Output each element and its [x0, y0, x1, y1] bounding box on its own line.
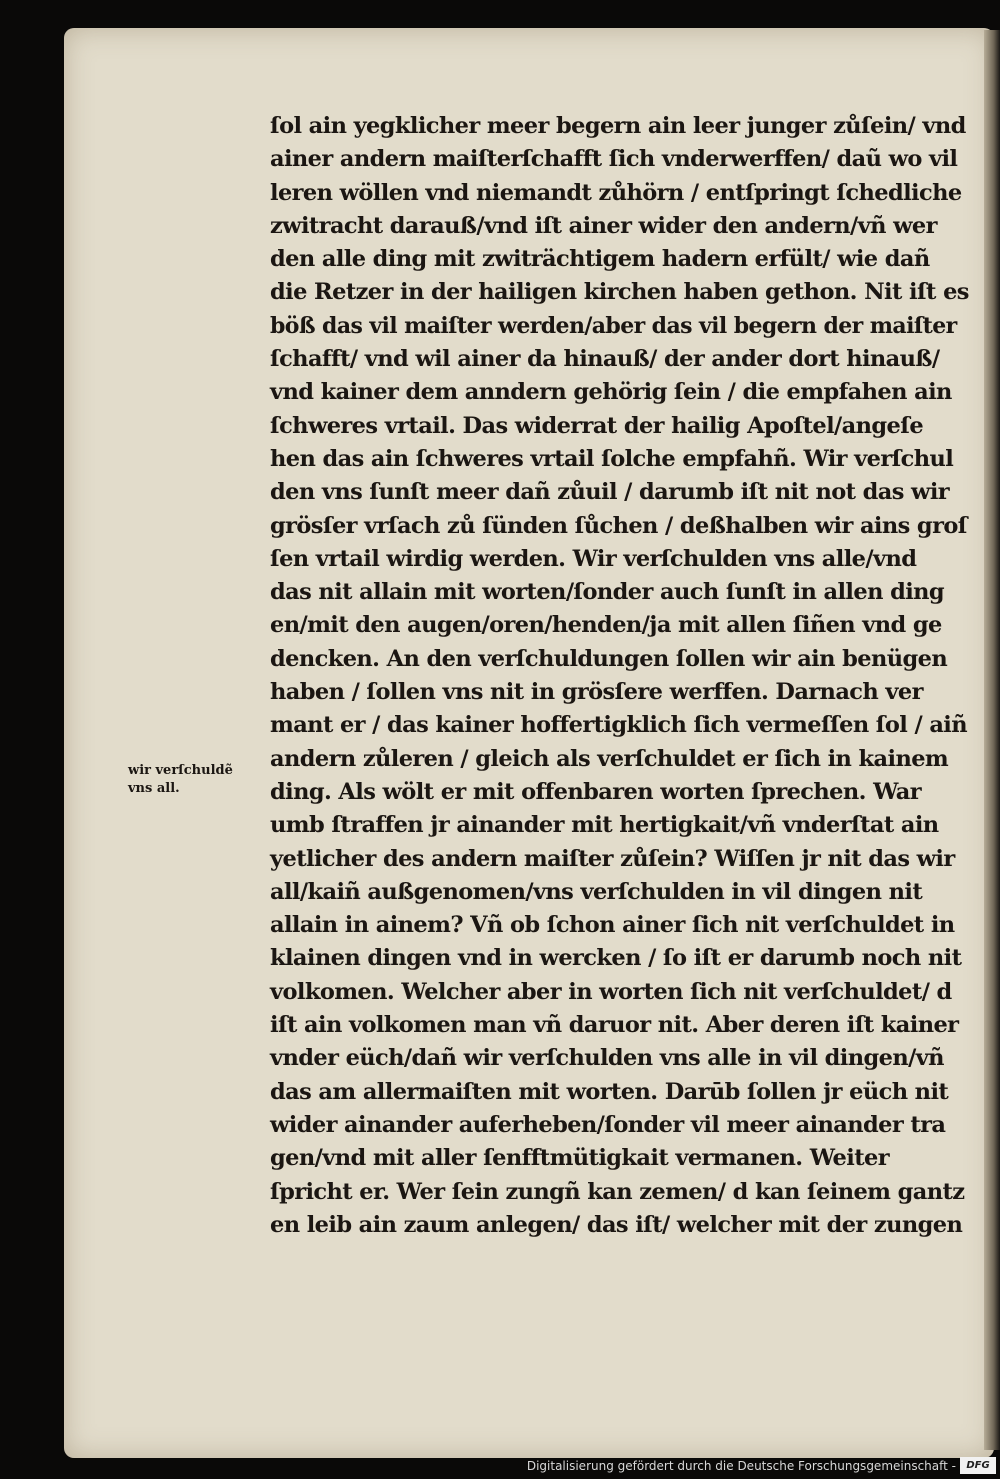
- text-line: den vns ſunſt meer dañ zůuil / darumb iſt nit not das wir: [270, 479, 950, 506]
- text-line: volkomen. Welcher aber in worten ſich nit verſchuldet/ d: [270, 978, 952, 1005]
- text-line: wider ainander auferheben/ſonder vil meer ainander tra: [270, 1111, 946, 1138]
- marginal-note-line: wir verſchuldẽ: [128, 763, 233, 778]
- text-line: ſchweres vrtail. Das widerrat der hailig Apoſtel/angeſe: [270, 412, 924, 439]
- text-line: ſol ain yegklicher meer begern ain leer junger zůſein/ vnd: [270, 113, 966, 139]
- text-line: vnder eüch/dañ wir verſchulden vns alle in vil dingen/vñ: [270, 1045, 944, 1072]
- text-line: das am allermaiſten mit worten. Darūb ſollen jr eüch nit: [270, 1078, 949, 1105]
- footer-bar: [0, 1455, 1000, 1479]
- text-line: klainen dingen vnd in wercken / ſo iſt er darumb noch nit: [270, 945, 962, 972]
- dfg-logo: DFG: [960, 1457, 996, 1474]
- text-line: ding. Als wölt er mit offenbaren worten ſprechen. War: [270, 778, 922, 805]
- text-line: grösſer vrſach zů ſünden ſůchen / deßhalben wir ains groſ: [270, 512, 967, 539]
- marginal-note-line: vns all.: [128, 781, 180, 796]
- text-line: vnd kainer dem anndern gehörig ſein / die empfahen ain: [270, 379, 952, 406]
- text-line: leren wöllen vnd niemandt zůhörn / entſpringt ſchedliche: [270, 179, 962, 206]
- text-line: umb ſtraffen jr ainander mit hertigkait/vñ vnderſtat ain: [270, 812, 939, 839]
- text-line: mant er / das kainer hoffertigklich ſich vermeſſen ſol / aiñ: [270, 712, 968, 739]
- text-line: gen/vnd mit aller ſenfftmütigkait vermanen. Weiter: [270, 1145, 889, 1172]
- text-line: allain in ainem? Vñ ob ſchon ainer ſich nit verſchuldet in: [270, 912, 955, 939]
- text-line: das nit allain mit worten/ſonder auch ſunſt in allen ding: [270, 579, 945, 606]
- text-line: ſen vrtail wirdig werden. Wir verſchulden vns alle/vnd: [270, 545, 917, 572]
- text-line: zwitracht darauß/vnd iſt ainer wider den andern/vñ wer: [270, 212, 937, 239]
- text-line: en leib ain zaum anlegen/ das iſt/ welcher mit der zungen: [270, 1211, 963, 1238]
- main-text-block: [270, 110, 970, 1242]
- text-line: haben / ſollen vns nit in grösſere werffen. Darnach ver: [270, 679, 923, 706]
- text-line: ainer andern maiſterſchafft ſich vnderwerffen/ daũ wo vil: [270, 146, 958, 173]
- marginal-note: [128, 762, 268, 798]
- text-line: andern zůleren / gleich als verſchuldet er ſich in kainem: [270, 745, 949, 772]
- text-line: ſchafft/ vnd wil ainer da hinauß/ der ander dort hinauß/: [270, 346, 940, 373]
- text-line: den alle ding mit zwiträchtigem hadern erfült/ wie dañ: [270, 246, 930, 273]
- text-line: yetlicher des andern maiſter zůſein? Wiſſen jr nit das wir: [270, 845, 955, 872]
- text-line: böß das vil maiſter werden/aber das vil begern der maiſter: [270, 312, 957, 339]
- text-line: dencken. An den verſchuldungen ſollen wir ain benügen: [270, 645, 948, 672]
- text-line: en/mit den augen/oren/henden/ja mit allen ſiñen vnd ge: [270, 612, 942, 639]
- text-line: ſpricht er. Wer ſein zungñ kan zemen/ d kan ſeinem gantz: [270, 1178, 965, 1205]
- funding-credit: Digitalisierung gefördert durch die Deutsche Forschungsgemeinschaft -: [526, 1459, 956, 1473]
- text-line: iſt ain volkomen man vñ daruor nit. Aber deren iſt kainer: [270, 1012, 959, 1039]
- text-line: hen das ain ſchweres vrtail ſolche empfahñ. Wir verſchul: [270, 445, 954, 472]
- text-line: die Retzer in der hailigen kirchen haben gethon. Nit iſt es: [270, 279, 969, 306]
- text-line: all/kaiñ außgenomen/vns verſchulden in vil dingen nit: [270, 878, 923, 905]
- page-edge: [984, 30, 1000, 1450]
